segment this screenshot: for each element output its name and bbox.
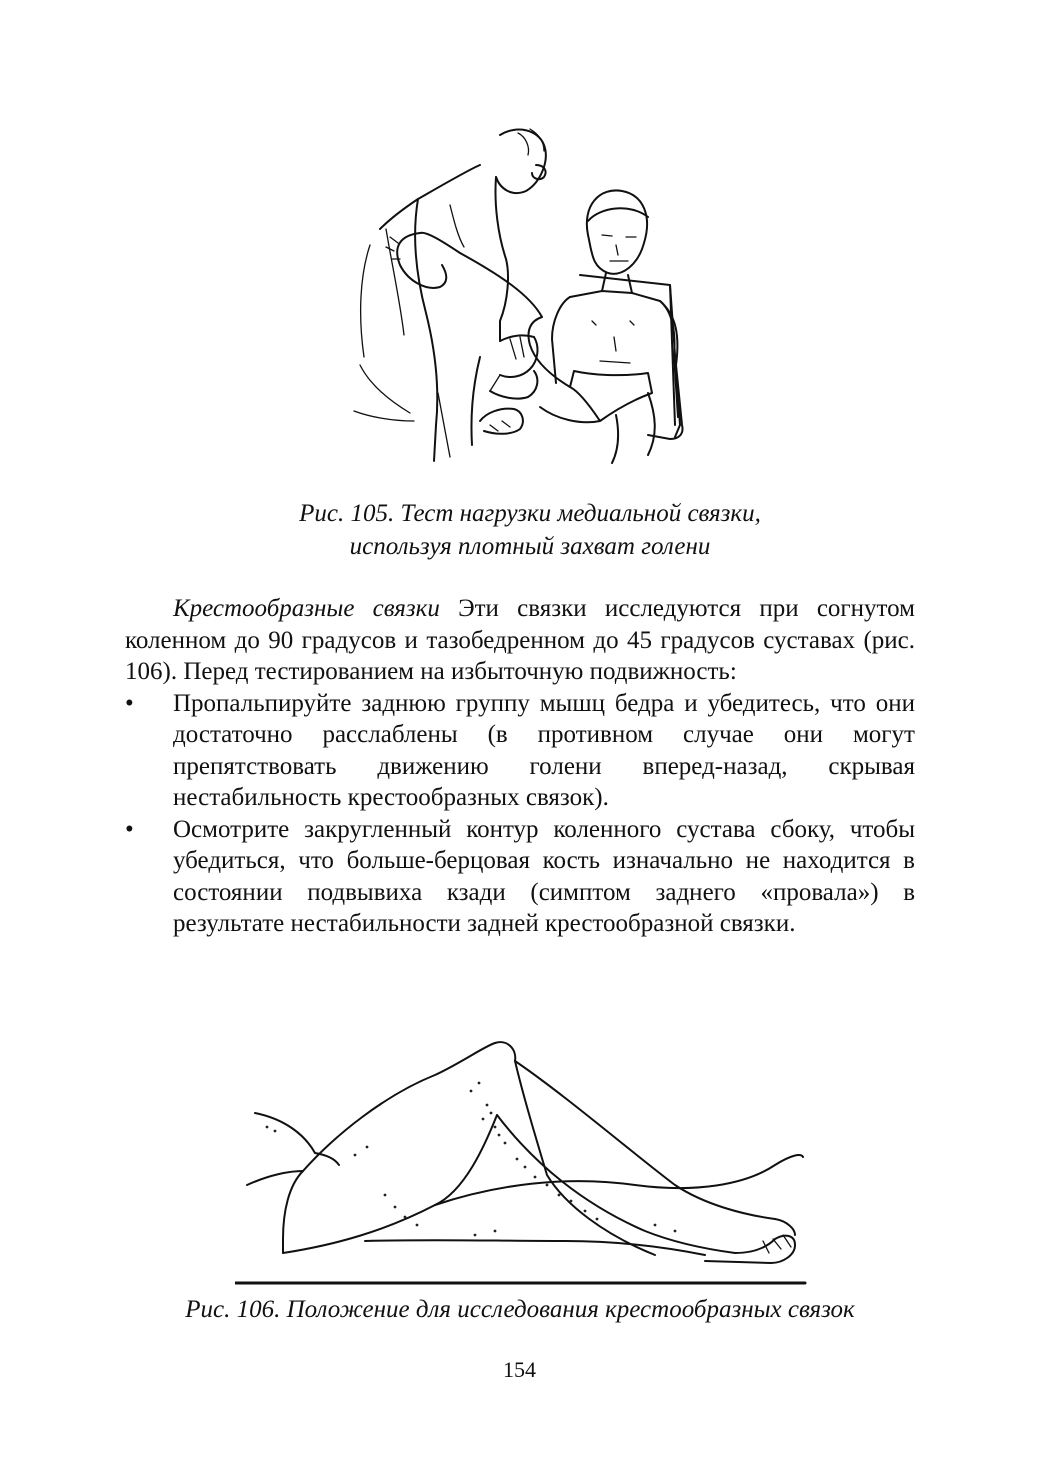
figure-105-caption-line-2: используя плотный захват голени	[349, 533, 711, 560]
stipple-shading	[266, 1082, 677, 1237]
bullet-marker: •	[125, 689, 134, 717]
list-item-text: Осмотрите закругленный контур коленного сустава сбоку, чтобы убедиться, что больше-берцовая кость изначально не находится в состоянии подвывиха кзади (симптом заднего «провала») в результате нестабильности задней крестообразной связки.	[173, 815, 915, 937]
bullet-marker: •	[125, 815, 134, 843]
list-item-text: Пропальпируйте заднюю группу мышц бедра и убедитесь, что они достаточно расслаблены (в противном случае они могут препятствовать движению голени вперед-назад, скрывая нестабильность крестообразных связок).	[173, 689, 915, 811]
figure-106-caption: Рис. 106. Положение для исследования крестообразных связок	[185, 1296, 855, 1323]
figure-105-caption-line-1: Рис. 105. Тест нагрузки медиальной связки,	[299, 500, 761, 527]
bullet-list	[125, 688, 915, 940]
paragraph-lead: Крестообразные связки	[173, 595, 440, 622]
body-text	[125, 593, 915, 940]
figure-105-illustration	[330, 125, 700, 465]
figure-105-caption	[180, 497, 880, 563]
page-number: 154	[503, 1357, 536, 1382]
figure-106-illustration	[235, 1035, 810, 1290]
list-item	[125, 688, 915, 814]
paragraph-text: Эти связки исследуются при согнутом коленном до 90 градусов и тазобедренном до 45 градусов суставах (рис. 106). Перед тестированием на избыточную подвижность:	[125, 595, 915, 685]
list-item	[125, 814, 915, 940]
paragraph-cruciate-ligaments	[125, 593, 915, 688]
